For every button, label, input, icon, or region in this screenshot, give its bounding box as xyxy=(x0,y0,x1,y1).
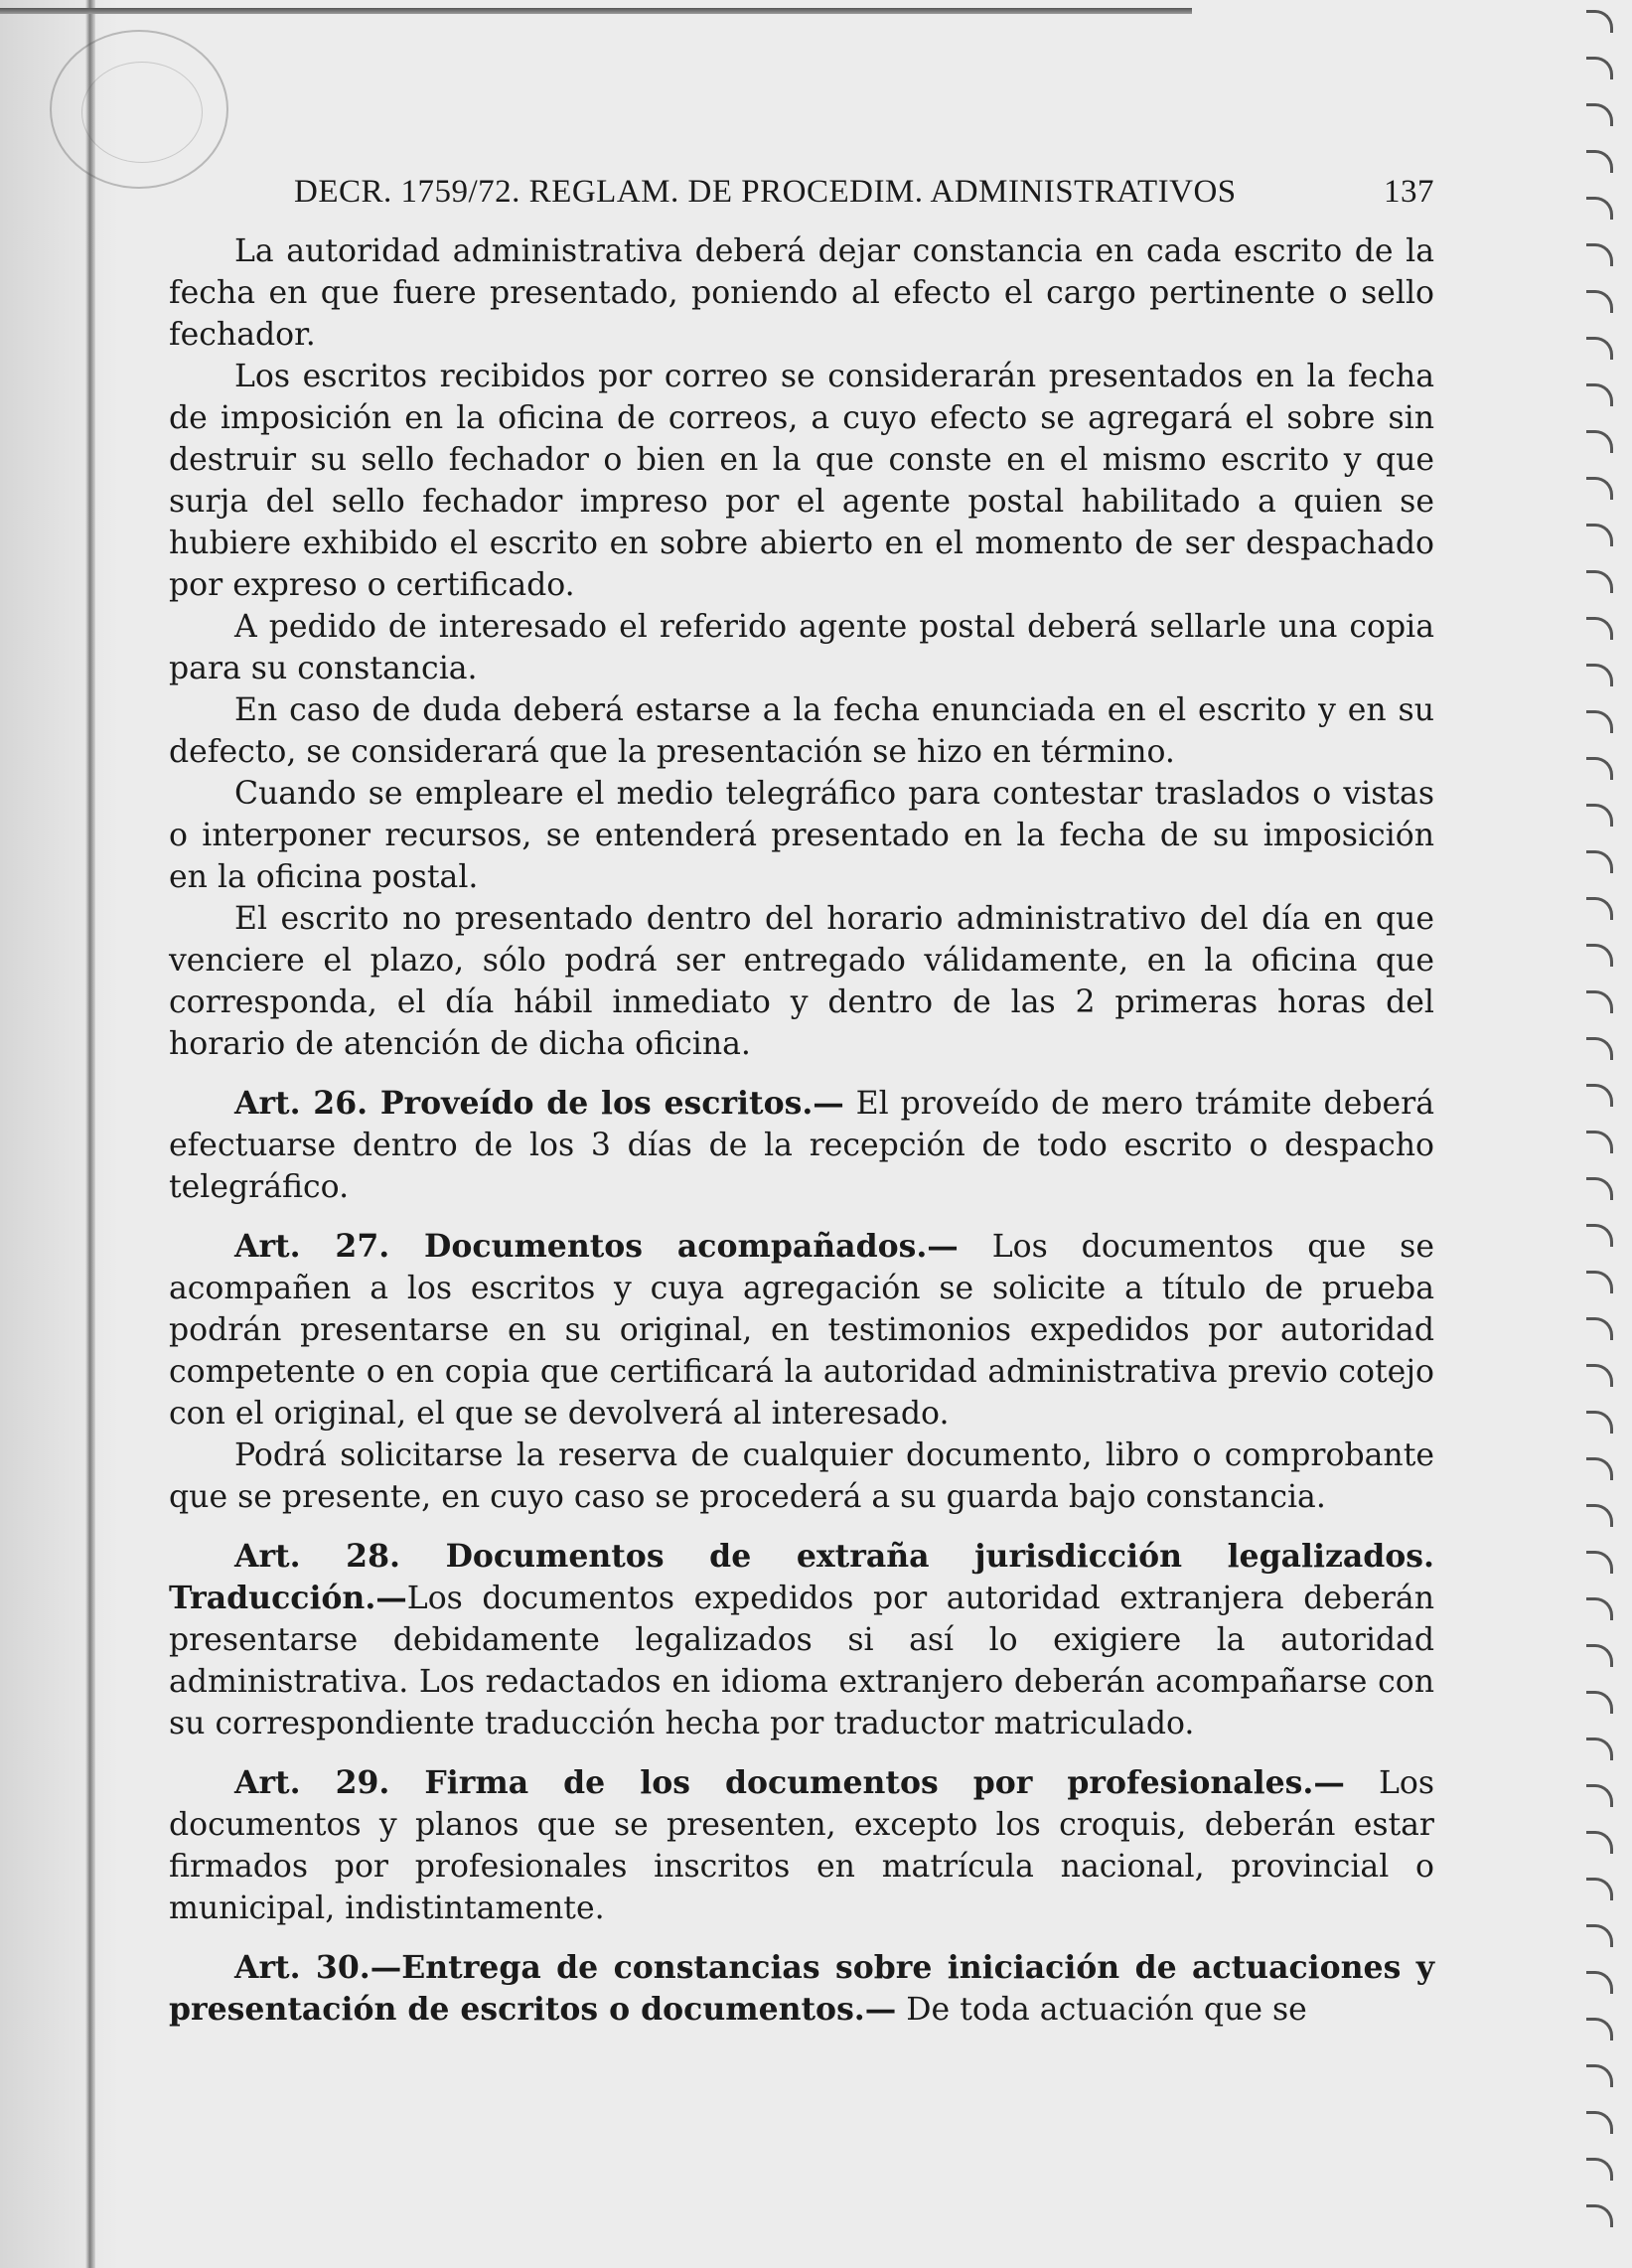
binding-ring xyxy=(1586,1971,1613,1994)
library-stamp-inner-ring xyxy=(81,62,203,163)
article-28 xyxy=(169,1536,1434,1744)
binding-ring xyxy=(1586,1317,1613,1340)
paragraph xyxy=(169,689,1434,773)
running-header xyxy=(294,171,1434,213)
page-body xyxy=(169,230,1434,2031)
binding-ring xyxy=(1586,150,1613,173)
article-heading: Art. 26. Proveído de los escritos.— xyxy=(234,1085,844,1122)
binding-ring xyxy=(1586,1784,1613,1807)
top-edge-rule xyxy=(0,8,1192,14)
binding-ring xyxy=(1586,1177,1613,1200)
binding-ring xyxy=(1586,1411,1613,1434)
binding-ring xyxy=(1586,477,1613,500)
article-heading: Art. 29. Firma de los documentos por profesionales.— xyxy=(234,1764,1345,1801)
article-30 xyxy=(169,1947,1434,2031)
binding-ring xyxy=(1586,243,1613,266)
binding-ring xyxy=(1586,2111,1613,2134)
paragraph-text: En caso de duda deberá estarse a la fecha enunciada en el escrito y en su defecto, se considerará que la presentación se hizo en término. xyxy=(169,692,1434,770)
paragraph-text: A pedido de interesado el referido agente postal deberá sellarle una copia para su constancia. xyxy=(169,609,1434,686)
paragraph xyxy=(169,773,1434,898)
binding-ring xyxy=(1586,2018,1613,2041)
binding-shadow xyxy=(0,0,119,2268)
binding-ring xyxy=(1586,1271,1613,1293)
binding-ring xyxy=(1586,1924,1613,1947)
binding-ring xyxy=(1586,1831,1613,1854)
paragraph xyxy=(169,230,1434,356)
binding-ring xyxy=(1586,1878,1613,1900)
binding-ring xyxy=(1586,337,1613,360)
binding-ring xyxy=(1586,383,1613,406)
paragraph-text: El escrito no presentado dentro del horario administrativo del día en que venciere el plazo, sólo podrá ser entregado válidamente, en la oficina que corresponda, el día hábil inmediato y dentro de las 2 primeras horas del horario de atención de dicha oficina. xyxy=(169,901,1434,1062)
binding-ring xyxy=(1586,1084,1613,1107)
binding-ring xyxy=(1586,897,1613,920)
spine-crease xyxy=(85,0,95,2268)
binding-ring xyxy=(1586,10,1613,33)
paragraph-text: La autoridad administrativa deberá dejar constancia en cada escrito de la fecha en que fuere presentado, poniendo al efecto el cargo pertinente o sello fechador. xyxy=(169,233,1434,353)
binding-ring xyxy=(1586,2064,1613,2087)
article-29 xyxy=(169,1762,1434,1929)
binding-ring xyxy=(1586,2204,1613,2227)
article-heading: Art. 27. Documentos acompañados.— xyxy=(234,1228,959,1265)
binding-ring xyxy=(1586,290,1613,313)
page-number: 137 xyxy=(1384,173,1434,210)
article-text: El proveído de mero trámite deberá efectuarse dentro de los 3 días de la recepción de todo escrito o despacho telegráfico. xyxy=(169,1086,1434,1205)
paragraph xyxy=(169,606,1434,689)
article-heading: Art. 28. Documentos de extraña jurisdicción legalizados. Traducción.— xyxy=(169,1538,1434,1616)
binding-ring xyxy=(1586,1364,1613,1387)
binding-ring xyxy=(1586,1551,1613,1574)
binding-ring xyxy=(1586,197,1613,220)
paragraph-text: Podrá solicitarse la reserva de cualquier documento, libro o comprobante que se presente, en cuyo caso se procederá a su guarda bajo constancia. xyxy=(169,1437,1434,1515)
article-heading: Art. 30.—Entrega de constancias sobre iniciación de actuaciones y presentación de escritos o documentos.— xyxy=(169,1949,1434,2028)
paragraph xyxy=(169,898,1434,1065)
binding-ring xyxy=(1586,664,1613,686)
binding-ring xyxy=(1586,1457,1613,1480)
library-stamp xyxy=(50,30,228,189)
article-text: Los documentos y planos que se presenten, excepto los croquis, deberán estar firmados por profesionales inscritos en matrícula nacional, provincial o municipal, indistintamente. xyxy=(169,1765,1434,1926)
paragraph xyxy=(169,356,1434,606)
binding-ring xyxy=(1586,2158,1613,2181)
binding-ring xyxy=(1586,1644,1613,1667)
binding-ring xyxy=(1586,757,1613,780)
binding-ring xyxy=(1586,990,1613,1013)
binding-ring xyxy=(1586,1738,1613,1760)
binding-ring xyxy=(1586,1691,1613,1714)
paragraph-text: Los escritos recibidos por correo se considerarán presentados en la fecha de imposición en la oficina de correos, a cuyo efecto se agregará el sobre sin destruir su sello fechador o bien en la que conste en el mismo escrito y que surja del sello fechador impreso por el agente postal habilitado a quien se hubiere exhibido el escrito en sobre abierto en el momento de ser despachado por expreso o certificado. xyxy=(169,359,1434,603)
binding-ring xyxy=(1586,1131,1613,1153)
article-text: Los documentos expedidos por autoridad extranjera deberán presentarse debidamente legalizados si así lo exigiere la autoridad administrativa. Los redactados en idioma extranjero deberán acompañarse con su correspondiente traducción hecha por traductor matriculado. xyxy=(169,1581,1434,1741)
article-text: De toda actuación que se xyxy=(896,1992,1307,2028)
paragraph-text: Cuando se empleare el medio telegráfico para contestar traslados o vistas o interponer recursos, se entenderá presentado en la fecha de su imposición en la oficina postal. xyxy=(169,776,1434,895)
running-title: DECR. 1759/72. REGLAM. DE PROCEDIM. ADMINISTRATIVOS xyxy=(294,173,1237,210)
binding-ring xyxy=(1586,850,1613,873)
binding-ring xyxy=(1586,1597,1613,1620)
spiral-binding xyxy=(1572,0,1632,2268)
article-text: Los documentos que se acompañen a los escritos y cuya agregación se solicite a título de prueba podrán presentarse en su original, en testimonios expedidos por autoridad competente o en copia que certificará la autoridad administrativa previo cotejo con el original, el que se devolverá al interesado. xyxy=(169,1229,1434,1432)
binding-ring xyxy=(1586,524,1613,546)
binding-ring xyxy=(1586,804,1613,827)
paragraph xyxy=(169,1435,1434,1518)
article-26 xyxy=(169,1083,1434,1208)
binding-ring xyxy=(1586,944,1613,967)
binding-ring xyxy=(1586,1504,1613,1527)
binding-ring xyxy=(1586,430,1613,453)
article-27 xyxy=(169,1226,1434,1435)
binding-ring xyxy=(1586,710,1613,733)
binding-ring xyxy=(1586,1224,1613,1247)
binding-ring xyxy=(1586,570,1613,593)
binding-ring xyxy=(1586,57,1613,79)
binding-ring xyxy=(1586,617,1613,640)
binding-ring xyxy=(1586,103,1613,126)
binding-ring xyxy=(1586,1037,1613,1060)
